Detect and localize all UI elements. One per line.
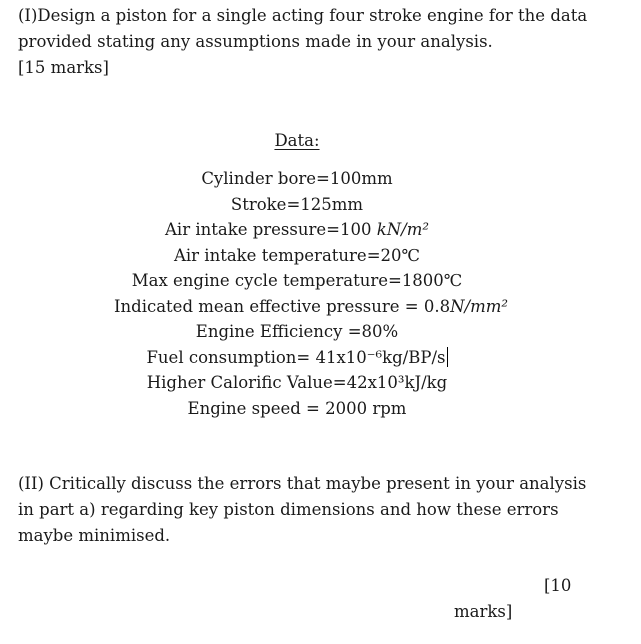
data-row-stroke [0, 192, 594, 218]
fuel-label: Fuel consumption= [146, 347, 316, 367]
question-1-marks: [15 marks] [18, 58, 109, 77]
question-part-2 [18, 471, 618, 549]
fuel-unit: kg/BP/s [382, 347, 446, 367]
question-part-1 [18, 3, 618, 81]
data-row-fuel [0, 345, 594, 371]
data-row-speed [0, 396, 594, 422]
bore-text: Cylinder bore=100mm [201, 169, 393, 188]
question-1-line-1: (I)Design a piston for a single acting four stroke engine for the data [18, 6, 588, 25]
question-2-line-1: (II) Critically discuss the errors that maybe present in your analysis [18, 474, 587, 493]
data-row-efficiency [0, 319, 594, 345]
data-row-air-pressure [0, 217, 594, 243]
question-2-marks-line-1: [10 [544, 576, 572, 595]
air-temp-label: Air intake temperature= [173, 245, 381, 265]
air-pressure-label: Air intake pressure= [165, 220, 340, 239]
data-row-air-temp [0, 243, 594, 269]
question-1-line-2: provided stating any assumptions made in your analysis. [18, 32, 493, 51]
data-row-hcv [0, 370, 594, 396]
fuel-value: 41x10⁻⁶ [315, 347, 383, 367]
air-pressure-unit: kN/m² [376, 220, 429, 239]
air-temp-value: 20℃ [380, 245, 420, 265]
air-pressure-value: 100 [339, 220, 372, 239]
hcv-unit: kJ/kg [404, 373, 448, 392]
data-list [0, 166, 594, 421]
efficiency-text: Engine Efficiency =80% [195, 322, 399, 341]
data-heading [0, 130, 594, 152]
question-2-marks-line-2: marks] [454, 602, 513, 621]
question-2-line-2: in part a) regarding key piston dimensions and how these errors [18, 500, 559, 519]
max-temp-value: 1800℃ [401, 271, 463, 290]
hcv-label: Higher Calorific Value= [146, 373, 347, 392]
question-2-line-3: maybe minimised. [18, 526, 171, 545]
text-cursor [447, 347, 448, 367]
data-row-max-temp [0, 268, 594, 294]
imep-label: Indicated mean effective pressure = [113, 296, 424, 316]
hcv-value: 42x10³ [346, 373, 405, 392]
data-row-imep [0, 294, 594, 320]
imep-value: 0.8 [423, 296, 451, 316]
data-title: Data: [274, 131, 320, 150]
imep-unit: N/mm² [450, 296, 508, 316]
speed-text: Engine speed = 2000 rpm [187, 398, 407, 418]
max-temp-label: Max engine cycle temperature= [131, 271, 402, 290]
data-row-bore [0, 166, 594, 192]
stroke-text: Stroke=125mm [230, 194, 364, 214]
